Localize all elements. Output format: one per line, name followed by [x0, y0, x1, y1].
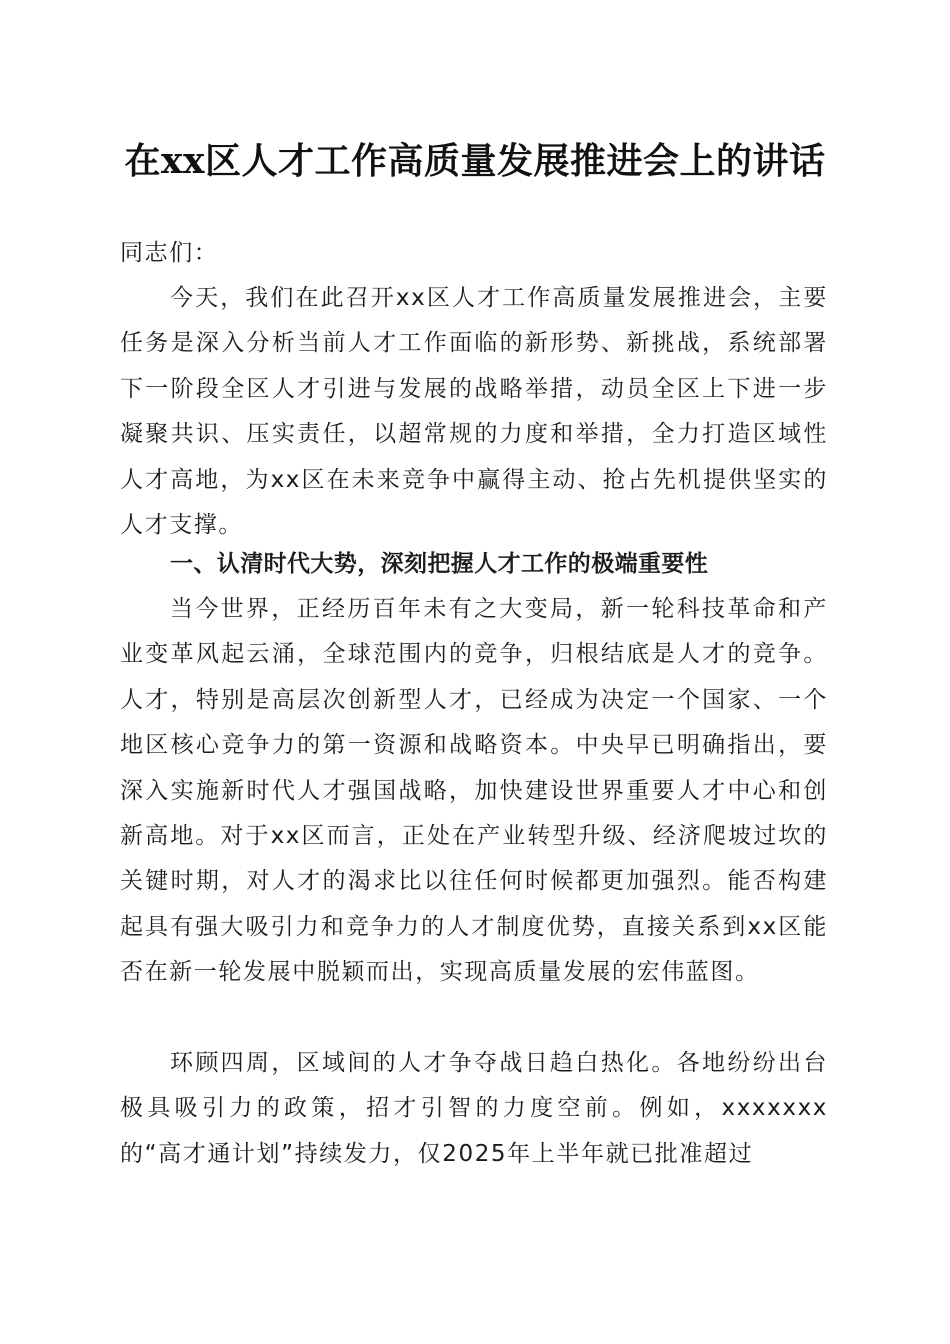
document-body [120, 0, 828, 1344]
paragraph-intro: 今天，我们在此召开xx区人才工作高质量发展推进会，主要任务是深入分析当前人才工作面临的新形势、新挑战，系统部署下一阶段全区人才引进与发展的战略举措，动员全区上下进一步凝聚共识、压实责任，以超常规的力度和举措，全力打造区域性人才高地，为xx区在未来竞争中赢得主动、抢占先机提供坚实的人才支撑。 [120, 285, 828, 539]
paragraph-section-2: 环顾四周，区域间的人才争夺战日趋白热化。各地纷纷出台极具吸引力的政策，招才引智的力度空前。例如，xxxxxxx的“高才通计划”持续发力，仅2025年上半年就已批准超过 [120, 1050, 828, 1167]
document-title: 在xx区人才工作高质量发展推进会上的讲话 [124, 140, 826, 182]
section-heading: 一、认清时代大势，深刻把握人才工作的极端重要性 [170, 551, 709, 577]
paragraph-section-1: 当今世界，正经历百年未有之大变局，新一轮科技革命和产业变革风起云涌，全球范围内的竞争，归根结底是人才的竞争。人才，特别是高层次创新型人才，已经成为决定一个国家、一个地区核心竞争力的第一资源和战略资本。中央早已明确指出，要深入实施新时代人才强国战略，加快建设世界重要人才中心和创新高地。对于xx区而言，正处在产业转型升级、经济爬坡过坎的关键时期，对人才的渴求比以往任何时候都更加强烈。能否构建起具有强大吸引力和竞争力的人才制度优势，直接关系到xx区能否在新一轮发展中脱颖而出，实现高质量发展的宏伟蓝图。 [120, 596, 828, 986]
salutation: 同志们： [120, 240, 219, 266]
